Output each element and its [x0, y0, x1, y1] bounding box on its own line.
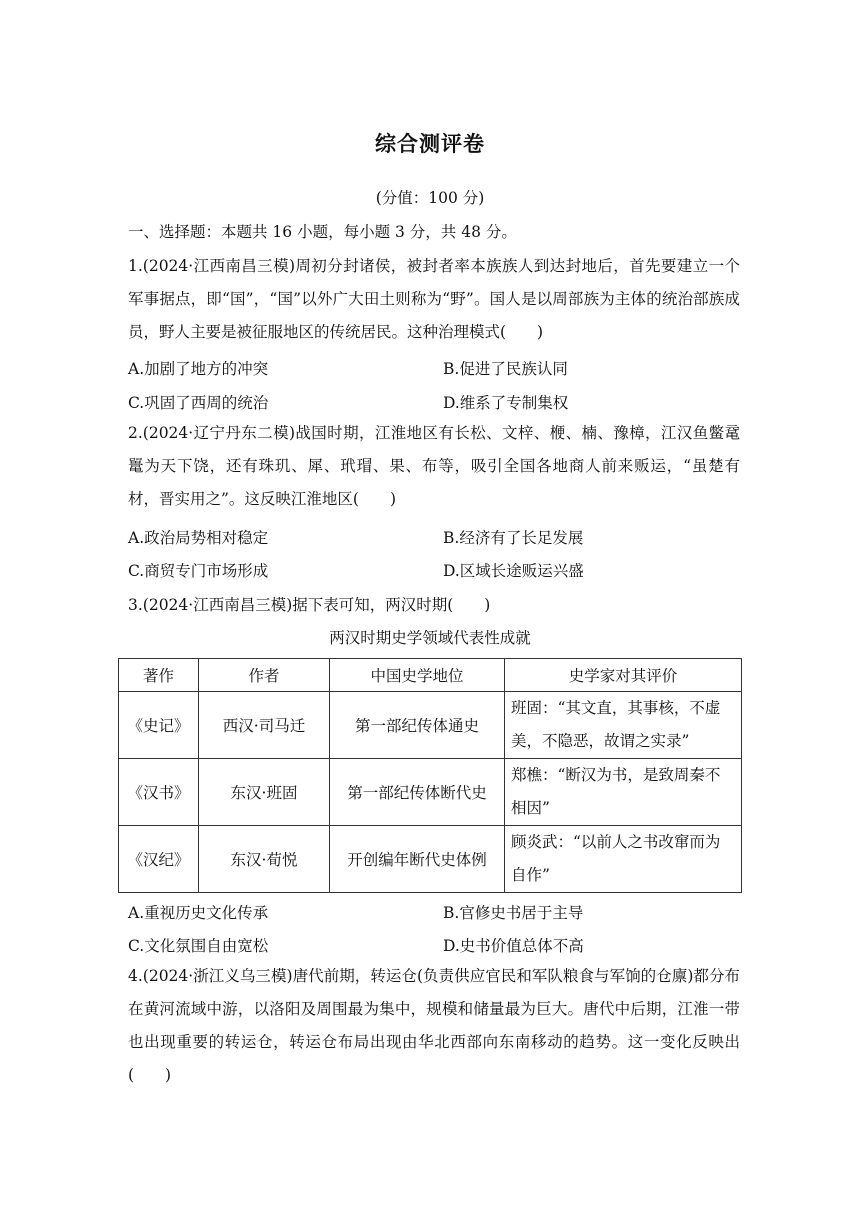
- question-3-option-a: A.重视历史文化传承: [128, 904, 269, 922]
- question-3-option-c: C.文化氛围自由宽松: [128, 937, 269, 955]
- question-2-option-b: B.经济有了长足发展: [443, 529, 584, 547]
- table-cell: 第一部纪传体通史: [330, 692, 505, 759]
- table-header-cell: 中国史学地位: [330, 659, 505, 692]
- question-2-option-a: A.政治局势相对稳定: [128, 529, 269, 547]
- table-header-row: [119, 659, 742, 692]
- table-header-cell: 史学家对其评价: [505, 659, 742, 692]
- table-row: [119, 759, 742, 826]
- table-cell: 东汉·班固: [199, 759, 330, 826]
- question-1-stem: 1.(2024·江西南昌三模)周初分封诸侯，被封者率本族族人到达封地后，首先要建立一个军事据点，即“国”，“国”以外广大田土则称为“野”。国人是以周部族为主体的统治部族成员，野人主要是被征服地区的传统居民。这种治理模式( ): [128, 257, 740, 341]
- table-header-cell: 作者: [199, 659, 330, 692]
- table-cell: 东汉·荀悦: [199, 826, 330, 893]
- score-note: (分值：100 分): [375, 189, 485, 207]
- table-header-cell: 著作: [119, 659, 199, 692]
- table-cell: 班固：“其文直，其事核，不虚美，不隐恶，故谓之实录”: [505, 692, 742, 759]
- question-3-stem: 3.(2024·江西南昌三模)据下表可知，两汉时期( ): [128, 596, 491, 614]
- question-3-option-d: D.史书价值总体不高: [443, 937, 584, 955]
- table-cell: 开创编年断代史体例: [330, 826, 505, 893]
- question-3-option-b: B.官修史书居于主导: [443, 904, 584, 922]
- question-1-option-a: A.加剧了地方的冲突: [128, 360, 269, 378]
- question-1-option-d: D.维系了专制集权: [443, 394, 569, 412]
- table-cell: 顾炎武：“以前人之书改窜而为自作”: [505, 826, 742, 893]
- question-2-option-c: C.商贸专门市场形成: [128, 562, 269, 580]
- question-4-stem: 4.(2024·浙江义乌三模)唐代前期，转运仓(负责供应官民和军队粮食与军饷的仓廪)都分布在黄河流域中游，以洛阳及周围最为集中，规模和储量最为巨大。唐代中后期，江淮一带也出现重要的转运仓，转运仓布局出现由华北西部向东南移动的趋势。这一变化反映出( ): [128, 967, 740, 1084]
- table-cell: 《汉纪》: [119, 826, 199, 893]
- table-cell: 西汉·司马迁: [199, 692, 330, 759]
- question-1-option-b: B.促进了民族认同: [443, 360, 568, 378]
- question-1-option-c: C.巩固了西周的统治: [128, 394, 269, 412]
- table-caption: 两汉时期史学领域代表性成就: [329, 629, 531, 647]
- table-cell: 第一部纪传体断代史: [330, 759, 505, 826]
- table-cell: 郑樵：“断汉为书，是致周秦不相因”: [505, 759, 742, 826]
- question-2-option-d: D.区域长途贩运兴盛: [443, 562, 584, 580]
- table-cell: 《汉书》: [119, 759, 199, 826]
- table-row: [119, 692, 742, 759]
- table-cell: 《史记》: [119, 692, 199, 759]
- section-heading: 一、选择题：本题共 16 小题，每小题 3 分，共 48 分。: [128, 223, 517, 241]
- achievements-table: [118, 658, 742, 893]
- table-row: [119, 826, 742, 893]
- page-title: 综合测评卷: [375, 132, 485, 156]
- question-2-stem: 2.(2024·辽宁丹东二模)战国时期，江淮地区有长松、文梓、楩、楠、豫樟，江汉鱼鳖鼋鼍为天下饶，还有珠玑、犀、玳瑁、果、布等，吸引全国各地商人前来贩运，“虽楚有材，晋实用之”。这反映江淮地区( ): [128, 424, 740, 508]
